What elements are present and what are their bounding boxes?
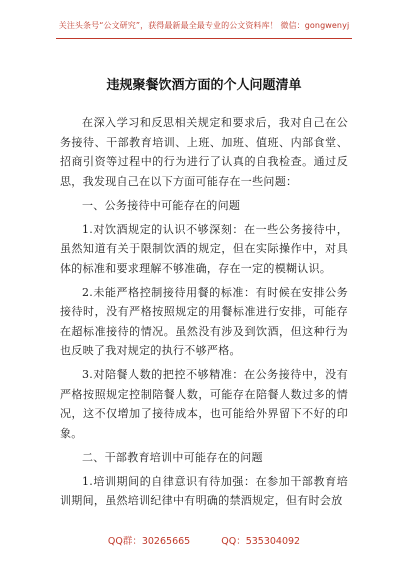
body-paragraph: 3.对陪餐人数的把控不够精准：在公务接待中，没有严格按照规定控制陪餐人数，可能存在陪餐人数过多的情况，这不仅增加了接待成本，也可能给外界留下不好的印象。 [60, 368, 348, 440]
section-heading: 一、公务接待中可能存在的问题 [82, 198, 241, 212]
footer-qq-number: QQ：535304092 [221, 536, 301, 547]
body-paragraph: 1.对饮酒规定的认识不够深刻：在一些公务接待中，虽然知道有关于限制饮酒的规定，但在实际操作中，对具体的标准和要求理解不够准确，存在一定的模糊认识。 [60, 222, 348, 275]
footer-qq-group: QQ群：30265665 [107, 536, 191, 547]
document-title: 违规聚餐饮酒方面的个人问题清单 [106, 78, 302, 93]
header-divider [56, 38, 352, 39]
body-paragraph: 2.未能严格控制接待用餐的标准：有时候在安排公务接待时，没有严格按照规定的用餐标准进行安排，可能存在超标准接待的情况。虽然没有涉及到饮酒，但这种行为也反映了我对规定的执行不够严格。 [60, 285, 348, 357]
footer-contact [0, 533, 408, 547]
section-heading: 二、干部教育培训中可能存在的问题 [82, 450, 263, 464]
intro-paragraph: 在深入学习和反思相关规定和要求后，我对自己在公务接待、干部教育培训、上班、加班、值班、内部食堂、招商引资等过程中的行为进行了认真的自我检查。通过反思，我发现自己在以下方面可能存在一些问题： [60, 116, 348, 188]
document-body [60, 113, 348, 515]
body-paragraph: 1.培训期间的自律意识有待加强：在参加干部教育培训期间，虽然培训纪律中有明确的禁酒规定，但有时会放 [60, 474, 348, 507]
header-banner: 关注头条号“公文研究”，获得最新最全最专业的公文资料库！ 微信：gongwenyj [58, 21, 350, 30]
